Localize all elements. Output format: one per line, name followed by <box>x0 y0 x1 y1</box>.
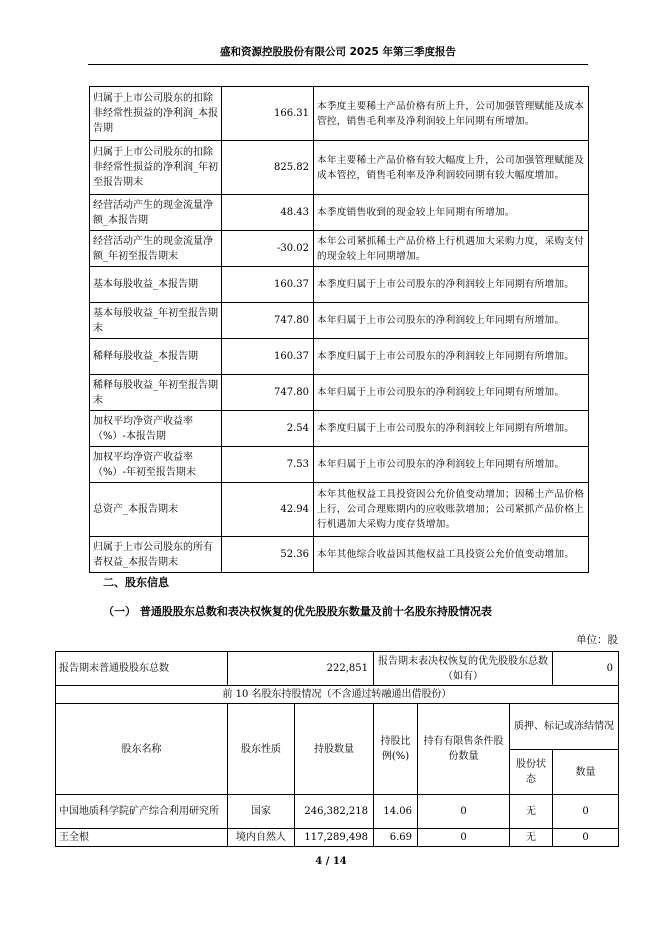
section-title-shareholders: 二、股东信息 <box>103 576 169 589</box>
indicator-change-pct: 48.43 <box>222 195 314 231</box>
shareholder-row <box>56 829 619 847</box>
indicator-row <box>90 231 589 267</box>
total-shareholders-row <box>56 652 619 686</box>
header-shares: 持股数量 <box>295 704 374 795</box>
header-status: 股份状态 <box>510 750 553 795</box>
indicator-reason: 本年归属于上市公司股东的净利润较上年同期有所增加。 <box>314 375 589 411</box>
indicator-reason: 本年公司紧抓稀土产品价格上行机遇加大采购力度，采购支付的现金较上年同期增加。 <box>314 231 589 267</box>
indicator-change-pct: 42.94 <box>222 483 314 537</box>
indicator-reason: 本季度主要稀土产品价格有所上升，公司加强管理赋能及成本管控，销售毛利率及净利润较上年同期有所增加。 <box>314 87 589 141</box>
indicator-row <box>90 87 589 141</box>
indicator-change-pct: 166.31 <box>222 87 314 141</box>
shareholder-shares: 246,382,218 <box>295 795 374 829</box>
shareholder-status: 无 <box>510 795 553 829</box>
shareholder-restricted: 0 <box>418 795 510 829</box>
indicator-row <box>90 303 589 339</box>
shareholder-qty: 0 <box>553 795 619 829</box>
indicator-change-pct: 52.36 <box>222 537 314 573</box>
shareholder-name: 王全根 <box>56 829 228 847</box>
indicator-change-pct: -30.02 <box>222 231 314 267</box>
pref-shareholders-label: 报告期末表决权恢复的优先股股东总数（如有） <box>374 652 553 686</box>
indicator-reason: 本季度归属于上市公司股东的净利润较上年同期有所增加。 <box>314 339 589 375</box>
indicator-row <box>90 339 589 375</box>
indicator-change-pct: 2.54 <box>222 411 314 447</box>
indicator-name: 总资产_本报告期末 <box>90 483 222 537</box>
header-qty: 数量 <box>553 750 619 795</box>
shareholder-ratio: 6.69 <box>374 829 418 847</box>
indicator-name: 加权平均净资产收益率（%）-本报告期 <box>90 411 222 447</box>
total-shareholders-value: 222,851 <box>228 652 374 686</box>
indicator-row <box>90 411 589 447</box>
shareholder-restricted: 0 <box>418 829 510 847</box>
indicator-name: 加权平均净资产收益率（%）-年初至报告期末 <box>90 447 222 483</box>
indicator-row <box>90 141 589 195</box>
subsection-title: （一） 普通股股东总数和表决权恢复的优先股股东数量及前十名股东持股情况表 <box>103 605 492 618</box>
indicator-row <box>90 267 589 303</box>
header-restricted: 持有有限售条件股份数量 <box>418 704 510 795</box>
indicator-name: 归属于上市公司股东的所有者权益_本报告期末 <box>90 537 222 573</box>
header-ratio: 持股比例(%) <box>374 704 418 795</box>
indicator-name: 稀释每股收益_本报告期 <box>90 339 222 375</box>
pref-shareholders-value: 0 <box>553 652 619 686</box>
indicator-change-pct: 747.80 <box>222 303 314 339</box>
unit-label: 单位：股 <box>576 634 618 646</box>
indicator-name: 基本每股收益_本报告期 <box>90 267 222 303</box>
shareholder-shares: 117,289,498 <box>295 829 374 847</box>
top10-caption-row <box>56 686 619 704</box>
indicator-row <box>90 195 589 231</box>
indicator-reason: 本年归属于上市公司股东的净利润较上年同期有所增加。 <box>314 447 589 483</box>
shareholder-status: 无 <box>510 829 553 847</box>
indicator-name: 基本每股收益_年初至报告期末 <box>90 303 222 339</box>
indicator-name: 归属于上市公司股东的扣除非经常性损益的净利润_本报告期 <box>90 87 222 141</box>
shareholder-name: 中国地质科学院矿产综合利用研究所 <box>56 795 228 829</box>
indicator-name: 归属于上市公司股东的扣除非经常性损益的净利润_年初至报告期末 <box>90 141 222 195</box>
header-nature: 股东性质 <box>228 704 295 795</box>
indicator-change-pct: 7.53 <box>222 447 314 483</box>
indicator-reason: 本季度归属于上市公司股东的净利润较上年同期有所增加。 <box>314 411 589 447</box>
indicator-change-pct: 747.80 <box>222 375 314 411</box>
indicator-change-pct: 160.37 <box>222 339 314 375</box>
indicator-row <box>90 537 589 573</box>
indicator-change-table <box>89 86 589 573</box>
total-shareholders-label: 报告期末普通股股东总数 <box>56 652 228 686</box>
indicator-name: 稀释每股收益_年初至报告期末 <box>90 375 222 411</box>
shareholder-table <box>55 651 619 847</box>
indicator-row <box>90 447 589 483</box>
shareholder-ratio: 14.06 <box>374 795 418 829</box>
indicator-reason: 本年其他权益工具投资因公允价值变动增加；因稀土产品价格上行，公司合理账期内的应收账款增加；公司紧抓产品价格上行机遇加大采购力度存货增加。 <box>314 483 589 537</box>
header-row-1 <box>56 704 619 750</box>
shareholder-nature: 国家 <box>228 795 295 829</box>
shareholder-nature: 境内自然人 <box>228 829 295 847</box>
shareholder-qty: 0 <box>553 829 619 847</box>
indicator-name: 经营活动产生的现金流量净额_本报告期 <box>90 195 222 231</box>
shareholder-row <box>56 795 619 829</box>
header-rule <box>88 64 588 65</box>
indicator-reason: 本季度归属于上市公司股东的净利润较上年同期有所增加。 <box>314 267 589 303</box>
header-pledge: 质押、标记或冻结情况 <box>510 704 619 750</box>
indicator-change-pct: 825.82 <box>222 141 314 195</box>
header-name: 股东名称 <box>56 704 228 795</box>
indicator-row <box>90 375 589 411</box>
indicator-reason: 本季度销售收到的现金较上年同期有所增加。 <box>314 195 589 231</box>
page-header-title: 盛和资源控股股份有限公司 2025 年第三季度报告 <box>219 46 457 58</box>
page-number: 4 / 14 <box>315 856 347 867</box>
indicator-change-pct: 160.37 <box>222 267 314 303</box>
indicator-reason: 本年其他综合收益因其他权益工具投资公允价值变动增加。 <box>314 537 589 573</box>
indicator-name: 经营活动产生的现金流量净额_年初至报告期末 <box>90 231 222 267</box>
indicator-reason: 本年归属于上市公司股东的净利润较上年同期有所增加。 <box>314 303 589 339</box>
indicator-row <box>90 483 589 537</box>
top10-caption: 前 10 名股东持股情况（不含通过转融通出借股份） <box>56 686 619 704</box>
indicator-reason: 本年主要稀土产品价格有较大幅度上升，公司加强管理赋能及成本管控，销售毛利率及净利润较同期有较大幅度增加。 <box>314 141 589 195</box>
